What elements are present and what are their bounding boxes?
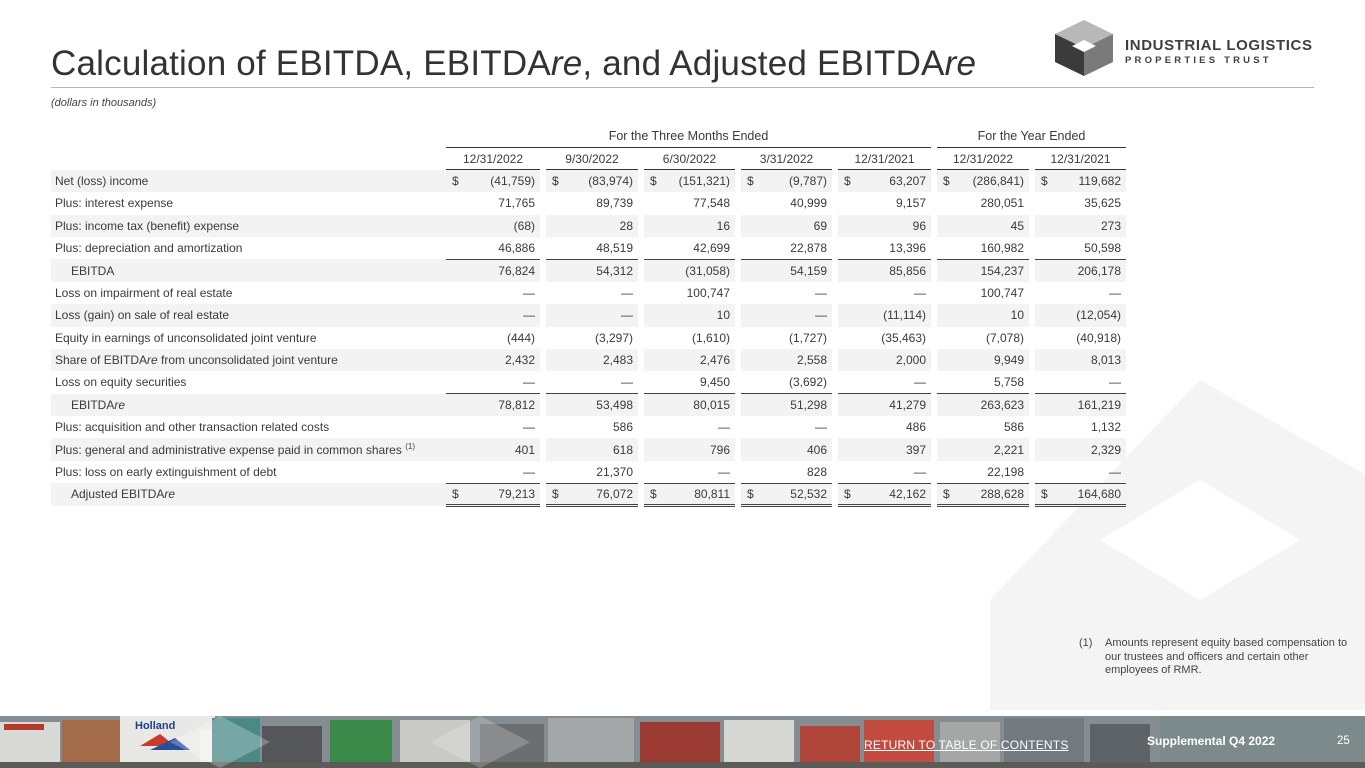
table-cell-value: 54,159	[755, 259, 832, 281]
table-cell-value: 397	[852, 438, 931, 460]
column-header-date: 12/31/2021	[838, 147, 931, 169]
table-cell-value: 40,999	[790, 196, 827, 211]
table-cell-value: 586	[612, 420, 633, 435]
three-months-group-header: For the Three Months Ended	[446, 125, 931, 147]
currency-symbol	[741, 282, 755, 304]
table-row	[51, 282, 1126, 304]
row-label	[51, 327, 446, 349]
currency-symbol: $	[741, 170, 755, 192]
currency-symbol	[1035, 327, 1049, 349]
row-label	[51, 259, 446, 281]
currency-symbol	[446, 304, 460, 326]
currency-symbol	[546, 349, 560, 371]
table-cell-value: —	[523, 420, 535, 435]
row-label	[51, 304, 446, 326]
table-cell-value: 263,623	[951, 394, 1029, 416]
table-cell-value: 100,747	[980, 285, 1024, 300]
table-cell-value: 96	[852, 215, 931, 237]
currency-symbol	[741, 416, 755, 438]
table-cell-value: 77,548	[693, 196, 730, 211]
currency-symbol: $	[1035, 170, 1049, 192]
table-cell-value: (9,787)	[755, 170, 832, 192]
currency-symbol	[838, 461, 852, 483]
currency-symbol: $	[1035, 483, 1049, 505]
company-logo	[1054, 20, 1324, 76]
currency-symbol	[937, 304, 951, 326]
table-cell-value: (444)	[506, 330, 535, 345]
currency-symbol	[546, 371, 560, 393]
table-cell-value: 22,198	[987, 464, 1024, 479]
currency-symbol	[546, 304, 560, 326]
currency-symbol	[838, 215, 852, 237]
table-cell-value: 154,237	[951, 259, 1029, 281]
table-cell-value: (31,058)	[658, 259, 735, 281]
row-label-italic: re	[164, 487, 176, 502]
table-row	[51, 215, 1126, 237]
currency-symbol	[546, 237, 560, 259]
column-header-date: 3/31/2022	[741, 147, 832, 169]
table-cell-value: 796	[658, 438, 735, 460]
row-label	[51, 394, 446, 416]
currency-symbol	[838, 327, 852, 349]
currency-symbol	[937, 215, 951, 237]
table-cell-value: 46,886	[498, 240, 535, 255]
row-label-text: Equity in earnings of unconsolidated joint venture	[55, 330, 317, 345]
table-cell-value: 35,625	[1084, 196, 1121, 211]
currency-symbol	[937, 371, 951, 393]
table-cell-value: —	[1109, 375, 1121, 390]
currency-symbol	[644, 304, 658, 326]
currency-symbol: $	[937, 170, 951, 192]
row-label-text: Plus: depreciation and amortization	[55, 241, 243, 256]
currency-symbol	[741, 215, 755, 237]
currency-symbol: $	[741, 483, 755, 505]
table-cell-value: 10	[658, 304, 735, 326]
table-cell-value: 85,856	[852, 259, 931, 281]
logo-name: INDUSTRIAL LOGISTICS	[1125, 37, 1313, 54]
table-row	[51, 327, 1126, 349]
currency-symbol	[741, 371, 755, 393]
table-cell-value: 8,013	[1049, 349, 1126, 371]
currency-symbol	[741, 192, 755, 214]
table-cell-value: (3,297)	[594, 330, 633, 345]
currency-symbol	[838, 349, 852, 371]
table-cell-value: 2,558	[755, 349, 832, 371]
currency-symbol	[1035, 416, 1049, 438]
currency-symbol	[741, 461, 755, 483]
currency-symbol	[446, 282, 460, 304]
row-label-text: Plus: general and administrative expense paid in common shares	[55, 443, 402, 458]
currency-symbol	[644, 215, 658, 237]
currency-symbol: $	[937, 483, 951, 505]
row-label-text: Share of EBITDA	[55, 353, 148, 368]
table-cell-value: 79,213	[460, 483, 540, 505]
table-cell-value: 50,598	[1084, 240, 1121, 255]
table-cell-value: 63,207	[852, 170, 931, 192]
currency-symbol	[1035, 438, 1049, 460]
table-cell-value: 9,450	[699, 375, 730, 390]
currency-symbol	[644, 237, 658, 259]
row-label-text: EBITDA	[71, 397, 115, 412]
return-to-contents-link[interactable]: RETURN TO TABLE OF CONTENTS	[864, 738, 1069, 752]
row-label	[51, 416, 446, 438]
footer-report-name: Supplemental Q4 2022	[1147, 734, 1276, 748]
table-row	[51, 394, 1126, 416]
table-cell-value: 2,476	[658, 349, 735, 371]
currency-symbol	[838, 416, 852, 438]
column-header-date: 12/31/2022	[937, 147, 1029, 169]
row-label-text: Loss (gain) on sale of real estate	[55, 308, 230, 323]
row-label-text: Plus: acquisition and other transaction related costs	[55, 420, 330, 435]
currency-symbol	[644, 438, 658, 460]
currency-symbol	[546, 416, 560, 438]
footnote-reference: (1)	[405, 442, 415, 452]
currency-symbol	[644, 192, 658, 214]
table-cell-value: 54,312	[560, 259, 638, 281]
table-cell-value: 89,739	[596, 196, 633, 211]
currency-symbol	[838, 304, 852, 326]
currency-symbol	[446, 192, 460, 214]
table-row	[51, 304, 1126, 326]
group-header-row	[51, 125, 1126, 147]
table-cell-value: 28	[560, 215, 638, 237]
row-label	[51, 282, 446, 304]
currency-symbol	[937, 327, 951, 349]
table-cell-value: (68)	[460, 215, 540, 237]
currency-symbol: $	[446, 483, 460, 505]
table-cell-value: (83,974)	[560, 170, 638, 192]
table-cell-value: 206,178	[1049, 259, 1126, 281]
table-row	[51, 371, 1126, 393]
currency-symbol	[838, 371, 852, 393]
currency-symbol	[838, 259, 852, 281]
currency-symbol	[644, 349, 658, 371]
currency-symbol	[1035, 461, 1049, 483]
table-cell-value: (40,918)	[1076, 330, 1121, 345]
row-label	[51, 237, 446, 259]
row-label-text: EBITDA	[71, 263, 115, 278]
table-cell-value: 9,157	[895, 196, 926, 211]
table-cell-value: 161,219	[1049, 394, 1126, 416]
currency-symbol	[741, 304, 755, 326]
currency-symbol	[838, 282, 852, 304]
table-cell-value: —	[914, 375, 926, 390]
table-cell-value: —	[523, 285, 535, 300]
currency-symbol	[546, 282, 560, 304]
currency-symbol	[937, 416, 951, 438]
currency-symbol	[741, 438, 755, 460]
table-cell-value: 22,878	[790, 240, 827, 255]
table-cell-value: 586	[1003, 420, 1024, 435]
table-row	[51, 192, 1126, 214]
currency-symbol	[446, 416, 460, 438]
table-cell-value: 401	[460, 438, 540, 460]
currency-symbol	[546, 192, 560, 214]
table-cell-value: (1,727)	[788, 330, 827, 345]
currency-symbol	[1035, 192, 1049, 214]
currency-symbol	[937, 438, 951, 460]
currency-symbol	[546, 215, 560, 237]
currency-symbol	[838, 438, 852, 460]
currency-symbol: $	[838, 483, 852, 505]
table-row	[51, 416, 1126, 438]
table-cell-value: 486	[905, 420, 926, 435]
table-row	[51, 483, 1126, 505]
row-label	[51, 170, 446, 192]
currency-symbol	[446, 438, 460, 460]
currency-symbol	[644, 461, 658, 483]
page-title: Calculation of EBITDA, EBITDAre, and Adjusted EBITDAre	[51, 44, 977, 83]
table-row	[51, 170, 1126, 192]
table-cell-value: 52,532	[755, 483, 832, 505]
table-cell-value: —	[1109, 285, 1121, 300]
table-row	[51, 259, 1126, 281]
row-label-text: Adjusted EBITDA	[71, 487, 165, 502]
currency-symbol	[446, 371, 460, 393]
row-label	[51, 438, 446, 460]
currency-symbol	[446, 349, 460, 371]
currency-symbol	[546, 327, 560, 349]
ebitda-table	[51, 125, 1126, 507]
table-cell-value: —	[718, 420, 730, 435]
currency-symbol	[546, 394, 560, 416]
table-cell-value: 273	[1049, 215, 1126, 237]
currency-symbol	[1035, 259, 1049, 281]
table-row	[51, 461, 1126, 483]
table-cell-value: —	[815, 420, 827, 435]
currency-symbol	[838, 192, 852, 214]
table-cell-value: 100,747	[686, 285, 730, 300]
table-cell-value: 2,221	[951, 438, 1029, 460]
table-cell-value: 13,396	[889, 240, 926, 255]
row-label-text: Net (loss) income	[55, 173, 149, 188]
table-cell-value: 2,483	[560, 349, 638, 371]
currency-symbol	[446, 237, 460, 259]
currency-symbol	[741, 237, 755, 259]
table-cell-value: —	[560, 304, 638, 326]
footnote-marker: (1)	[1079, 637, 1093, 649]
table-cell-value: (7,078)	[985, 330, 1024, 345]
currency-symbol	[937, 192, 951, 214]
row-label-text: Plus: loss on early extinguishment of debt	[55, 465, 277, 480]
currency-symbol	[644, 282, 658, 304]
table-cell-value: —	[621, 285, 633, 300]
table-cell-value: 2,000	[852, 349, 931, 371]
table-cell-value: (1,610)	[691, 330, 730, 345]
currency-symbol	[546, 461, 560, 483]
table-cell-value: (286,841)	[951, 170, 1029, 192]
row-label-text: Plus: interest expense	[55, 196, 174, 211]
column-header-date: 12/31/2021	[1035, 147, 1126, 169]
table-cell-value: 2,432	[460, 349, 540, 371]
table-cell-value: 51,298	[755, 394, 832, 416]
currency-symbol	[937, 349, 951, 371]
table-cell-value: 45	[951, 215, 1029, 237]
table-cell-value: —	[914, 464, 926, 479]
currency-symbol	[446, 394, 460, 416]
currency-symbol	[1035, 237, 1049, 259]
table-cell-value: 78,812	[460, 394, 540, 416]
row-label	[51, 349, 446, 371]
currency-symbol	[644, 259, 658, 281]
table-row	[51, 237, 1126, 259]
table-cell-value: (3,692)	[788, 375, 827, 390]
table-cell-value: 164,680	[1049, 483, 1126, 505]
row-label-italic: re	[114, 397, 126, 412]
table-cell-value: 21,370	[596, 464, 633, 479]
year-group-header: For the Year Ended	[937, 125, 1126, 147]
table-cell-value: 618	[560, 438, 638, 460]
table-cell-value: 41,279	[852, 394, 931, 416]
table-cell-value: —	[755, 304, 832, 326]
currency-symbol	[937, 259, 951, 281]
row-label-text: from unconsolidated joint venture	[157, 353, 338, 368]
currency-symbol: $	[446, 170, 460, 192]
table-cell-value: 160,982	[980, 240, 1024, 255]
table-cell-value: 1,132	[1090, 420, 1121, 435]
currency-symbol	[644, 371, 658, 393]
table-cell-value: 48,519	[596, 240, 633, 255]
currency-symbol: $	[546, 483, 560, 505]
units-subtitle: (dollars in thousands)	[51, 97, 157, 109]
table-cell-value: 280,051	[980, 196, 1024, 211]
currency-symbol	[937, 282, 951, 304]
column-header-date: 9/30/2022	[546, 147, 638, 169]
currency-symbol	[1035, 349, 1049, 371]
currency-symbol	[838, 394, 852, 416]
table-cell-value: 71,765	[498, 196, 535, 211]
currency-symbol	[741, 349, 755, 371]
table-cell-value: 42,162	[852, 483, 931, 505]
row-label	[51, 371, 446, 393]
table-cell-value: —	[523, 375, 535, 390]
currency-symbol	[937, 394, 951, 416]
table-cell-value: 288,628	[951, 483, 1029, 505]
currency-symbol	[838, 237, 852, 259]
table-cell-value: 80,015	[658, 394, 735, 416]
table-cell-value: 828	[806, 464, 827, 479]
row-label-text: Plus: income tax (benefit) expense	[55, 218, 240, 233]
currency-symbol: $	[644, 170, 658, 192]
currency-symbol	[644, 394, 658, 416]
currency-symbol	[937, 237, 951, 259]
table-row	[51, 349, 1126, 371]
table-cell-value: 42,699	[693, 240, 730, 255]
table-cell-value: 16	[658, 215, 735, 237]
table-cell-value: 119,682	[1049, 170, 1126, 192]
currency-symbol	[446, 215, 460, 237]
table-row	[51, 438, 1126, 460]
column-header-date: 6/30/2022	[644, 147, 735, 169]
table-cell-value: —	[460, 304, 540, 326]
currency-symbol	[546, 259, 560, 281]
page-number: 25	[1337, 735, 1350, 747]
table-cell-value: 9,949	[951, 349, 1029, 371]
title-divider	[51, 87, 1314, 88]
table-cell-value: (12,054)	[1049, 304, 1126, 326]
currency-symbol	[1035, 282, 1049, 304]
currency-symbol	[446, 461, 460, 483]
row-label-italic: re	[147, 353, 158, 368]
table-cell-value: —	[815, 285, 827, 300]
truck-brand-text: Holland	[135, 720, 176, 732]
table-cell-value: —	[718, 464, 730, 479]
table-cell-value: 2,329	[1049, 438, 1126, 460]
row-label	[51, 483, 446, 505]
currency-symbol	[937, 461, 951, 483]
table-cell-value: —	[1109, 464, 1121, 479]
cube-logo-icon	[1054, 20, 1114, 76]
table-cell-value: (151,321)	[658, 170, 735, 192]
currency-symbol	[644, 416, 658, 438]
row-label-text: Loss on equity securities	[55, 375, 187, 390]
column-header-date: 12/31/2022	[446, 147, 540, 169]
currency-symbol	[644, 327, 658, 349]
currency-symbol	[446, 327, 460, 349]
currency-symbol	[546, 438, 560, 460]
currency-symbol	[741, 327, 755, 349]
date-header-row	[51, 147, 1126, 169]
table-cell-value: 5,758	[993, 375, 1024, 390]
currency-symbol	[741, 259, 755, 281]
currency-symbol	[741, 394, 755, 416]
footnote-text: Amounts represent equity based compensation to our trustees and officers and certain other employees of RMR.	[1105, 637, 1348, 676]
table-cell-value: —	[523, 464, 535, 479]
currency-symbol: $	[644, 483, 658, 505]
row-label	[51, 192, 446, 214]
row-label-text: Loss on impairment of real estate	[55, 285, 233, 300]
currency-symbol: $	[838, 170, 852, 192]
table-cell-value: 69	[755, 215, 832, 237]
table-cell-value: 406	[755, 438, 832, 460]
table-cell-value: —	[621, 375, 633, 390]
currency-symbol	[1035, 215, 1049, 237]
table-cell-value: (35,463)	[881, 330, 926, 345]
currency-symbol	[1035, 394, 1049, 416]
row-label	[51, 461, 446, 483]
currency-symbol: $	[546, 170, 560, 192]
table-cell-value: —	[914, 285, 926, 300]
table-cell-value: 80,811	[658, 483, 735, 505]
table-cell-value: (11,114)	[852, 304, 931, 326]
table-cell-value: 53,498	[560, 394, 638, 416]
table-cell-value: 76,824	[460, 259, 540, 281]
table-cell-value: 76,072	[560, 483, 638, 505]
currency-symbol	[1035, 371, 1049, 393]
table-cell-value: (41,759)	[460, 170, 540, 192]
currency-symbol	[1035, 304, 1049, 326]
logo-tagline: PROPERTIES TRUST	[1125, 55, 1272, 66]
currency-symbol	[446, 259, 460, 281]
table-cell-value: 10	[951, 304, 1029, 326]
row-label	[51, 215, 446, 237]
